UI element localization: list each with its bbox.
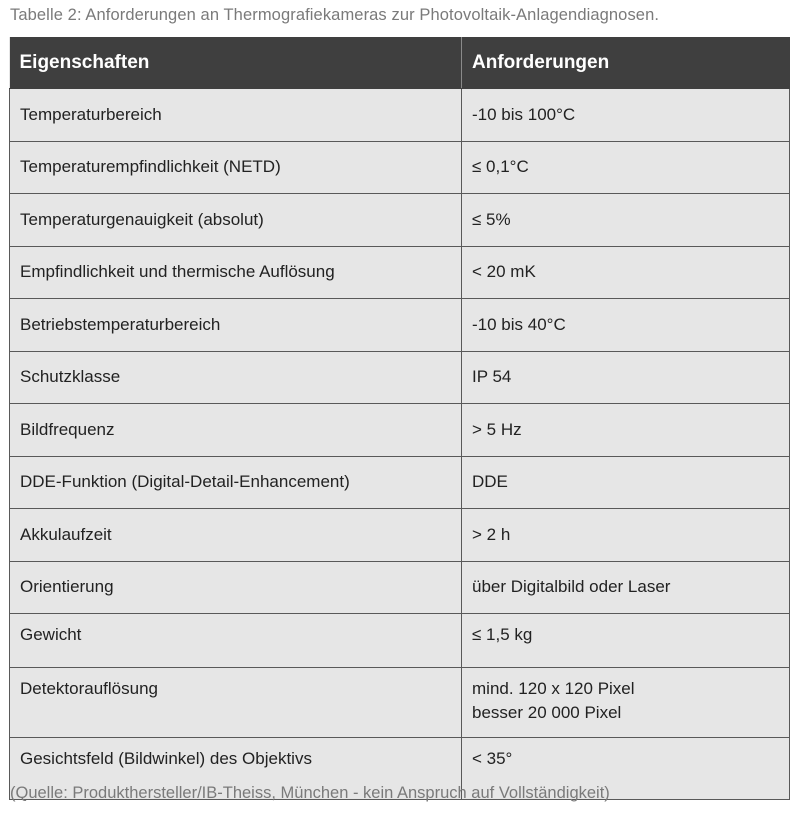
requirement-cell: ≤ 5% [462,194,790,247]
property-cell: Temperaturempfindlichkeit (NETD) [10,141,462,194]
property-cell: Bildfrequenz [10,404,462,457]
requirement-cell: IP 54 [462,351,790,404]
property-cell: Gesichtsfeld (Bildwinkel) des Objektivs [10,738,462,800]
property-cell: Orientierung [10,561,462,614]
property-cell: Empfindlichkeit und thermische Auflösung [10,246,462,299]
table-row [10,89,790,142]
requirement-cell: < 20 mK [462,246,790,299]
requirement-cell: < 35° [462,738,790,800]
source-note: (Quelle: Produkthersteller/IB-Theiss, München - kein Anspruch auf Vollständigkeit) [10,784,610,802]
table-row [10,141,790,194]
property-cell: Betriebstemperaturbereich [10,299,462,352]
requirement-line: besser 20 000 Pixel [472,703,622,722]
requirements-table-container [9,37,789,800]
requirement-cell: > 5 Hz [462,404,790,457]
table-caption: Tabelle 2: Anforderungen an Thermografiekameras zur Photovoltaik-Anlagendiagnosen. [10,6,660,24]
requirement-cell [462,668,790,738]
property-cell: Temperaturgenauigkeit (absolut) [10,194,462,247]
table-header-row [10,38,790,89]
table-row [10,614,790,668]
property-cell: Schutzklasse [10,351,462,404]
table-row [10,456,790,509]
property-cell: Temperaturbereich [10,89,462,142]
column-header-properties: Eigenschaften [10,38,462,89]
property-cell: Akkulaufzeit [10,509,462,562]
table-row [10,404,790,457]
table-row [10,194,790,247]
table-row [10,668,790,738]
requirement-cell: ≤ 1,5 kg [462,614,790,668]
requirement-line: mind. 120 x 120 Pixel [472,679,635,698]
requirements-table [9,37,790,800]
table-row [10,246,790,299]
requirement-cell: -10 bis 40°C [462,299,790,352]
table-row [10,509,790,562]
property-cell: Gewicht [10,614,462,668]
requirement-cell: über Digitalbild oder Laser [462,561,790,614]
table-row [10,351,790,404]
requirement-cell: -10 bis 100°C [462,89,790,142]
table-row [10,561,790,614]
requirement-cell: ≤ 0,1°C [462,141,790,194]
property-cell: DDE-Funktion (Digital-Detail-Enhancement) [10,456,462,509]
column-header-requirements: Anforderungen [462,38,790,89]
requirement-cell: DDE [462,456,790,509]
requirement-cell: > 2 h [462,509,790,562]
table-row [10,299,790,352]
property-cell: Detektorauflösung [10,668,462,738]
